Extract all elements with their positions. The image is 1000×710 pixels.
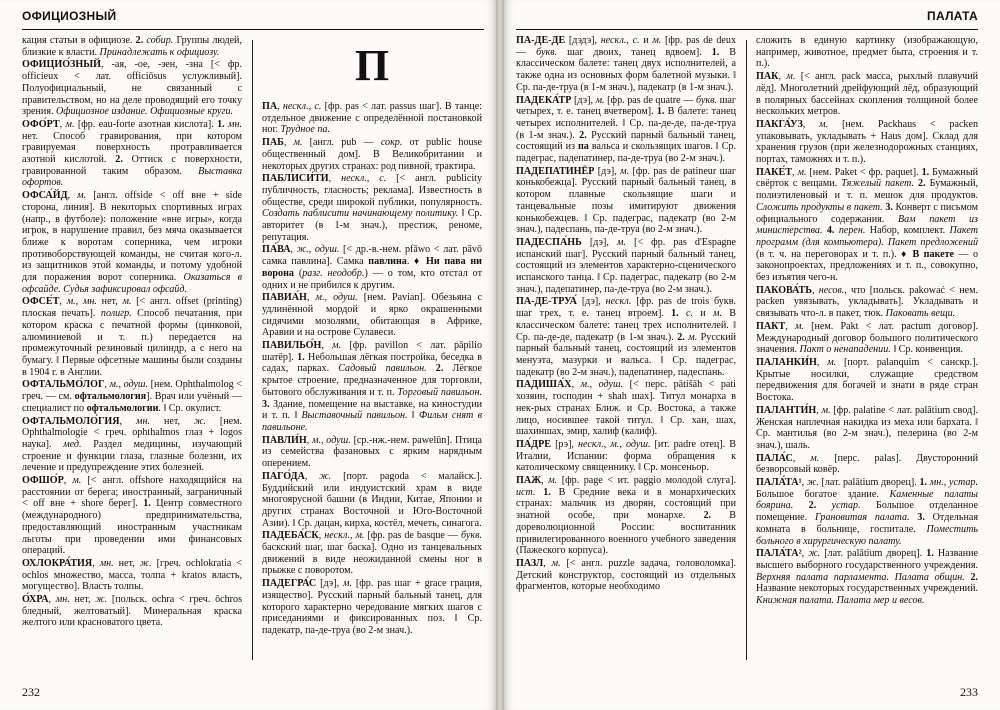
left-col2-entries — [262, 101, 482, 637]
dictionary-entry: кация статьи в официозе. 2. собир. Группы людей, близкие к власти. Принадлежать к официозу. — [22, 35, 242, 58]
dictionary-entry: ПА-ДЕ-ДЕ́ [дэдэ], нескл., с. и м. [фр. pas de deux — букв. шаг двоих, танец вдвоем]. 1. В классическом балете: танец двух исполнителей, а также одна из основных форм балетной музыки. ‖ Ср. па-де-труа (в 1-м знач.), падекатр (в 1-м знач.). — [516, 35, 736, 93]
dictionary-entry: ПАЗЛ, м. [< англ. puzzle задача, головоломка]. Детский конструктор, состоящий из отдельных фрагментов, которые необходимо — [516, 557, 736, 593]
dictionary-entry: ПА́ВА, ж., одуш. [< др.-в.-нем. pfāwo < лат. pāvō самка павлина]. Самка павлина. ♦ Ни пава ни ворона (разг. неодобр.) — о том, кто отстал от одних и не прибился к другим. — [262, 244, 482, 291]
dictionary-entry: ПАГО́ДА, ж. [порт. pagoda < малайск.]. Буддийский или индуистский храм в виде многоярусной башни (в Индии, Китае, Японии и других странах Восточной и Юго-Восточной Азии). ‖ Ср. дацан, кирха, костёл, мечеть, синагога. — [262, 470, 482, 529]
dictionary-entry: ПАЛАНТИ́Н, м. [фр. palatine < лат. palātium свод]. Женская наплечная накидка из меха или бархата. ‖ Ср. мантилья (во 2-м знач.), пелерина (во 2-м знач.), шаль. — [756, 404, 978, 451]
dictionary-entry: ПАКОВА́ТЬ, несов., что [польск. pakować < нем. packen увязывать, укладывать]. Укладывать и связывать что-л. в пакет, тюк. Паковать вещи. — [756, 284, 978, 320]
dictionary-entry: ПАВИА́Н, м., одуш. [нем. Pavian]. Обезьяна с удлинённой мордой и ярко окрашенными сидячими мозолями, обитающая в Африке, Аравии и на острове Сулавеси. — [262, 292, 482, 339]
left-column-1 — [22, 35, 242, 665]
left-running-header: ОФИЦИОЗНЫЙ — [22, 9, 484, 30]
book-gutter — [496, 0, 504, 710]
dictionary-entry: ОФСЕ́Т, м., мн. нет, м. [< англ. offset (printing) плоская печать]. полигр. Способ печатания, при котором краска с печатной формы (цинковой, алюминиевой и т. п.) передается на промежуточный резиновый цилиндр, а с него на бумагу. ‖ Первые офсетные машины были созданы в 1904 г. в Англии. — [22, 296, 242, 378]
right-column-1 — [516, 35, 736, 665]
dictionary-entry: ПАЖ, м. [фр. page < ит. paggio молодой слуга]. ист. 1. В Средние века и в монархических странах: мальчик из дворян, состоящий при знатной особе, при монархе. 2. В дореволюционной России: воспитанник привилегированного военного учебного заведения (Пажеского корпуса). — [516, 475, 736, 557]
dictionary-entry: ПА, нескл., с. [фр. pas < лат. passus шаг]. В танце: отдельное движение с определённой постановкой ног. Трудное па. — [262, 101, 482, 136]
dictionary-entry: ОФИЦИО́ЗНЫЙ, -ая, -ое, -зен, -зна [< фр. officieux < лат. officiōsus услужливый]. Полуофициальный, не связанный с правительством, но на деле проводящий его точку зрения. Официозное издание. Официозные круги. — [22, 59, 242, 118]
dictionary-entry: ПАДИША́Х, м., одуш. [< перс. pātišāh < pati хозяин, господин + shah шах]. Титул монарха в нек-рых странах Ближ. и Ср. Востока, а также лицо, носившее такой титул. ‖ Ср. хан, шах, шахиншах, эмир, халиф (калиф). — [516, 379, 736, 438]
dictionary-entry: ПАДЕГРА́С [дэ], м. [фр. pas шаг + grace грация, изящество]. Русский парный бальный танец, для которого характерно чередование мягких шагов с приседаниями и фиксированных поз. ‖ Ср. падекатр, па-де-труа (во 2-м знач.). — [262, 578, 482, 636]
dictionary-entry: ПАБ, м. [англ. pub — сокр. от public house общественный дом]. В Великобритании и некоторых других странах: род пивной, трактира. — [262, 137, 482, 172]
dictionary-entry: ПАКЕ́Т, м. [нем. Paket < фр. paquet]. 1. Бумажный свёрток с вещами. Тяжелый пакет. 2. Бумажный, полиэтиленовый и т. п. мешок для продуктов. Сложить продукты в пакет. 3. Конверт с письмом официального содержания. Вам пакет из министерства. 4. перен. Набор, комплект. Пакет программ (для компьютера). Пакет предложений (в т. ч. на переговорах и т. п.). ♦ В пакете — о законопроектах, предложениях и т. п., совокупно, без изъятия чего-н. — [756, 166, 978, 284]
right-page — [504, 0, 1000, 710]
dictionary-entry: сложить в единую картинку (изображающую, например, животное, предмет быта, строения и т. п.). — [756, 35, 978, 70]
right-running-header: ПАЛАТА — [516, 9, 978, 30]
dictionary-entry: ПАВИЛЬО́Н, м. [фр. pavillon < лат. pāpilio шатёр]. 1. Небольшая лёгкая постройка, беседка в садах, парках. Садовый павильон. 2. Лёгкое крытое строение, предназначенное для торговли, бытового обслуживания и т. п. Торговый павильон. 3. Здание, помещение на выставке, на киностудии и т. п. ‖ Выставочный павильон. ‖ Фильм снят в павильоне. — [262, 340, 482, 433]
dictionary-entry: ОХЛОКРА́ТИЯ, мн. нет, ж. [греч. ochlokratia < ochlos множество, масса, толпа + kratos власть, могущество]. Власть толпы. — [22, 557, 242, 593]
section-letter: П — [354, 41, 390, 90]
left-page-number: 232 — [22, 685, 40, 699]
dictionary-entry: ПА-ДЕ-ТРУА́ [дэ], нескл. [фр. pas de trois букв. шаг трех, т. е. танец втроем]. 1. с. и м. В классическом балете: танец трех исполнителей. ‖ Ср. па-де-де, падекатр (в 1-м знач.). 2. м. Русский парный бальный танец, состоящий из элементов менуэта, мазурки и вальса. ‖ Ср. падеграс, падекатр (во 2-м знач.), падепатинер, падеспань. — [516, 296, 736, 378]
dictionary-entry: ПАКТ, м. [нем. Pakt < лат. pactum договор]. Международный договор большого политического значения. Пакт о ненападении. ‖ Ср. конвенция. — [756, 320, 978, 356]
left-col1-entries — [22, 35, 242, 629]
dictionary-entry: ПАЛАНКИ́Н, м. [порт. palanquim < санскр.]. Крытые носилки, служащие средством передвижения для богачей и знати в ряде стран Востока. — [756, 356, 978, 404]
dictionary-entry: ПАКГА́УЗ, м. [нем. Packhaus < packen упаковывать, укладывать + Haus дом]. Склад для хранения грузов (при железнодорожных станциях, портах, таможнях и т. п.). — [756, 118, 978, 166]
column-divider — [252, 40, 253, 660]
right-col1-entries — [516, 35, 736, 593]
right-page-number: 233 — [960, 685, 978, 699]
column-divider — [746, 40, 747, 660]
left-column-2 — [262, 35, 482, 665]
dictionary-entry: ПАВЛИ́Н, м., одуш. [ср.-нж.-нем. pawelūn]. Птица из семейства фазановых с ярким нарядным оперением. — [262, 434, 482, 470]
dictionary-entry: ОФО́РТ, м. [фр. eau-forte азотная кислота]. 1. мн. нет. Способ гравирования, при котором гравируемая поверхность протравливается азотной кислотой. 2. Оттиск с поверхности, гравированной таким образом. Выставка офортов. — [22, 118, 242, 189]
dictionary-entry: О́ХРА, мн. нет, ж. [польск. ochra < греч. ōchros бледный, желтоватый]. Минеральная краска желтого или красноватого цвета. — [22, 594, 242, 629]
dictionary-entry: ПАЛА́С, м. [перс. palas]. Двусторонний безворсовый ковёр. — [756, 452, 978, 476]
right-col2-entries — [756, 35, 978, 607]
dictionary-entry: ПА́ДРЕ [рэ], нескл., м., одуш. [ит. padre отец]. В Италии, Испании: форма обращения к католическому священнику. ‖ Ср. монсеньор. — [516, 438, 736, 474]
right-column-2 — [756, 35, 978, 665]
dictionary-entry: ПАК, м. [< англ. pack масса, рыхлый плавучий лёд]. Многолетний дрейфующий лёд, образующий в полярных бассейнах скопления толщиной более нескольких метров. — [756, 71, 978, 118]
dictionary-entry: ОФСА́ЙД, м. [англ. offside < off вне + side сторона, линия]. В некоторых спортивных играх (напр., в футболе): положение «вне игры», когда игрок, в нарушение правил, без мяча оказывается ближе к воротам соперника, чем игроки противоборствующей команды, не считая кого-л. из защитников этой команды, и потому удобной для поражения ворот соперника. Оказаться в офсайде. Судья зафиксировал офсайд. — [22, 190, 242, 295]
dictionary-entry: ОФШО́Р, м. [< англ. offshore находящийся на расстоянии от берега; иностранный, заграничный < off вне + shore берег]. 1. Центр совместного (международного) предпринимательства, предоставляющий иностранным участникам льготы при проведении ими финансовых операций. — [22, 475, 242, 557]
dictionary-entry: ПАДЕБА́СК, нескл., м. [фр. pas de basque — букв. баскский шаг, шаг баска]. Одно из танцевальных движений в виде неожиданной смены ног в прыжке с поворотом. — [262, 530, 482, 577]
dictionary-entry: ПАЛА́ТА², ж. [лат. palātium дворец]. 1. Название высшего выборного государственного учреждения. Верхняя палата парламента. Палата общин. 2. Название некоторых государственных учреждений. Книжная палата. Палата мер и весов. — [756, 548, 978, 607]
dictionary-entry: ОФТАЛЬМОЛО́ГИЯ, мн. нет, ж. [нем. Ophthalmologie < греч. ophthalmos глаз + logos наука]. мед. Раздел медицины, изучающий строение и функции глаза, глазные болезни, их лечение и предупреждение этих болезней. — [22, 415, 242, 474]
dictionary-entry: ПАДЕКА́ТР [дэ], м. [фр. pas de quatre — букв. шаг четырех, т. е. танец вчетвером]. 1. В балете: танец четырех исполнителей. ‖ Ср. па-де-де, па-де-труа (в 1-м знач.). 2. Русский парный бальный танец, состоящий из па вальса и скользящих шагов. ‖ Ср. падеграс, падепатинер, па-де-труа (во 2-м знач.). — [516, 94, 736, 165]
dictionary-entry: ОФТАЛЬМО́ЛОГ, м., одуш. [нем. Ophthalmolog < греч. — см. офтальмология]. Врач или учёный — специалист по офтальмологии. ‖ Ср. окулист. — [22, 379, 242, 414]
dictionary-entry: ПАЛА́ТА¹, ж. [лат. palātium дворец]. 1. мн., устар. Большое богатое здание. Каменные палаты боярина. 2. устар. Большое отделанное помещение. Грановитая палата. 3. Отдельная комната в больнице, госпитале. Поместить больного в хирургическую палату. — [756, 477, 978, 547]
left-page — [0, 0, 496, 710]
dictionary-entry: ПАДЕПАТИНЁР [дэ], м. [фр. pas de patineur шаг конькобежца]. Русский парный бальный танец, в котором плавные скользящие шаги и танцевальные позы имитируют движения конькобежцев. ‖ Ср. падеграс, падекатр (во 2-м знач.), падеспань, па-де-труа (во 2-м знач.). — [516, 165, 736, 236]
dictionary-entry: ПАБЛИСИ́ТИ, нескл., с. [< англ. publicity публичность, гласность; реклама]. Известность в обществе, среди широкой публики, популярность. Создать паблисити начинающему политику. ‖ Ср. авторитет (в 1-м знач.), престиж, реноме, репутация. — [262, 173, 482, 243]
dictionary-entry: ПАДЕСПА́НЬ [дэ], м. [< фр. pas d'Espagne испанский шаг]. Русский парный бальный танец, состоящий из элементов характерно-сценического испанского танца. ‖ Ср. падеграс, падекатр (во 2-м знач.), падепатинер, па-де-труа (во 2-м знач.). — [516, 236, 736, 295]
